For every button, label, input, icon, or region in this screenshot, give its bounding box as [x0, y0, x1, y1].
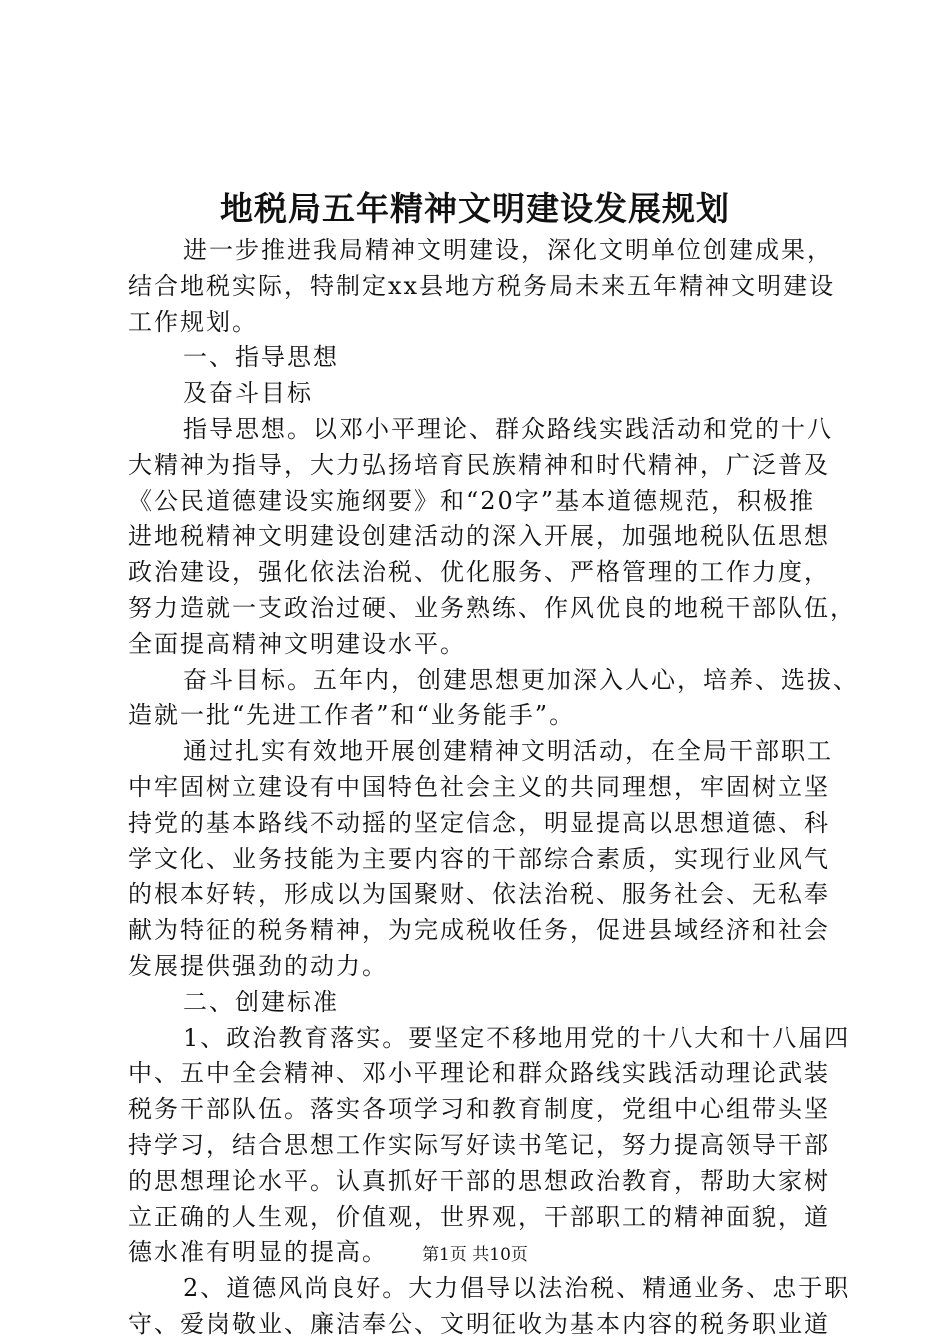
paragraph-line: 通过扎实有效地开展创建精神文明活动，在全局干部职工 — [183, 737, 833, 766]
paragraph-line: 守、爱岗敬业、廉洁奉公、文明征收为基本内容的税务职业道 — [128, 1309, 830, 1338]
paragraph-line: 的思想理论水平。认真抓好干部的思想政治教育，帮助大家树 — [128, 1166, 830, 1195]
paragraph-line: 进一步推进我局精神文明建设，深化文明单位创建成果， — [183, 236, 833, 264]
page-number: 第1页 共10页 — [422, 1245, 528, 1265]
paragraph-line: 奋斗目标。五年内，创建思想更加深入人心，培养、选拔、 — [183, 665, 859, 694]
paragraph-line: 发展提供强劲的动力。 — [128, 951, 388, 980]
paragraph-line: 立正确的人生观，价值观，世界观，干部职工的精神面貌，道 — [128, 1202, 830, 1231]
paragraph-line: 中牢固树立建设有中国特色社会主义的共同理想，牢固树立坚 — [128, 772, 830, 801]
paragraph-line: 持学习，结合思想工作实际写好读书笔记，努力提高领导干部 — [128, 1130, 830, 1159]
paragraph-line: 学文化、业务技能为主要内容的干部综合素质，实现行业风气 — [128, 844, 830, 873]
paragraph-line: 结合地税实际，特制定xx县地方税务局未来五年精神文明建设 — [128, 271, 836, 300]
paragraph-line: 工作规划。 — [128, 307, 258, 336]
paragraph-line: 进地税精神文明建设创建活动的深入开展，加强地税队伍思想 — [128, 522, 830, 551]
paragraph-line: 指导思想。以邓小平理论、群众路线实践活动和党的十八 — [183, 414, 833, 443]
paragraph-line: 全面提高精神文明建设水平。 — [128, 629, 466, 658]
paragraph-line: 努力造就一支政治过硬、业务熟练、作风优良的地税干部队伍， — [128, 593, 856, 622]
paragraph-line: 献为特征的税务精神，为完成税收任务，促进县域经济和社会 — [128, 916, 830, 945]
document-title: 地税局五年精神文明建设发展规划 — [220, 189, 730, 228]
section-heading: 二、创建标准 — [183, 987, 339, 1016]
paragraph-line: 1、政治教育落实。要坚定不移地用党的十八大和十八届四 — [183, 1023, 851, 1052]
paragraph-line: 税务干部队伍。落实各项学习和教育制度，党组中心组带头坚 — [128, 1095, 830, 1124]
paragraph-line: 《公民道德建设实施纲要》和“20字”基本道德规范，积极推 — [128, 486, 816, 515]
paragraph-line: 中、五中全会精神、邓小平理论和群众路线实践活动理论武装 — [128, 1059, 830, 1088]
section-heading: 及奋斗目标 — [183, 379, 313, 408]
paragraph-line: 2、道德风尚良好。大力倡导以法治税、精通业务、忠于职 — [183, 1274, 851, 1303]
section-heading: 一、指导思想 — [183, 343, 339, 372]
paragraph-line: 持党的基本路线不动摇的坚定信念，明显提高以思想道德、科 — [128, 808, 830, 837]
document-body — [128, 233, 859, 1343]
paragraph-line: 的根本好转，形成以为国聚财、依法治税、服务社会、无私奉 — [128, 880, 830, 909]
paragraph-line: 德水准有明显的提高。 — [128, 1238, 388, 1267]
paragraph-line: 造就一批“先进工作者”和“业务能手”。 — [128, 701, 576, 730]
paragraph-line: 大精神为指导，大力弘扬培育民族精神和时代精神，广泛普及 — [128, 450, 830, 479]
paragraph-line: 政治建设，强化依法治税、优化服务、严格管理的工作力度， — [128, 558, 830, 587]
